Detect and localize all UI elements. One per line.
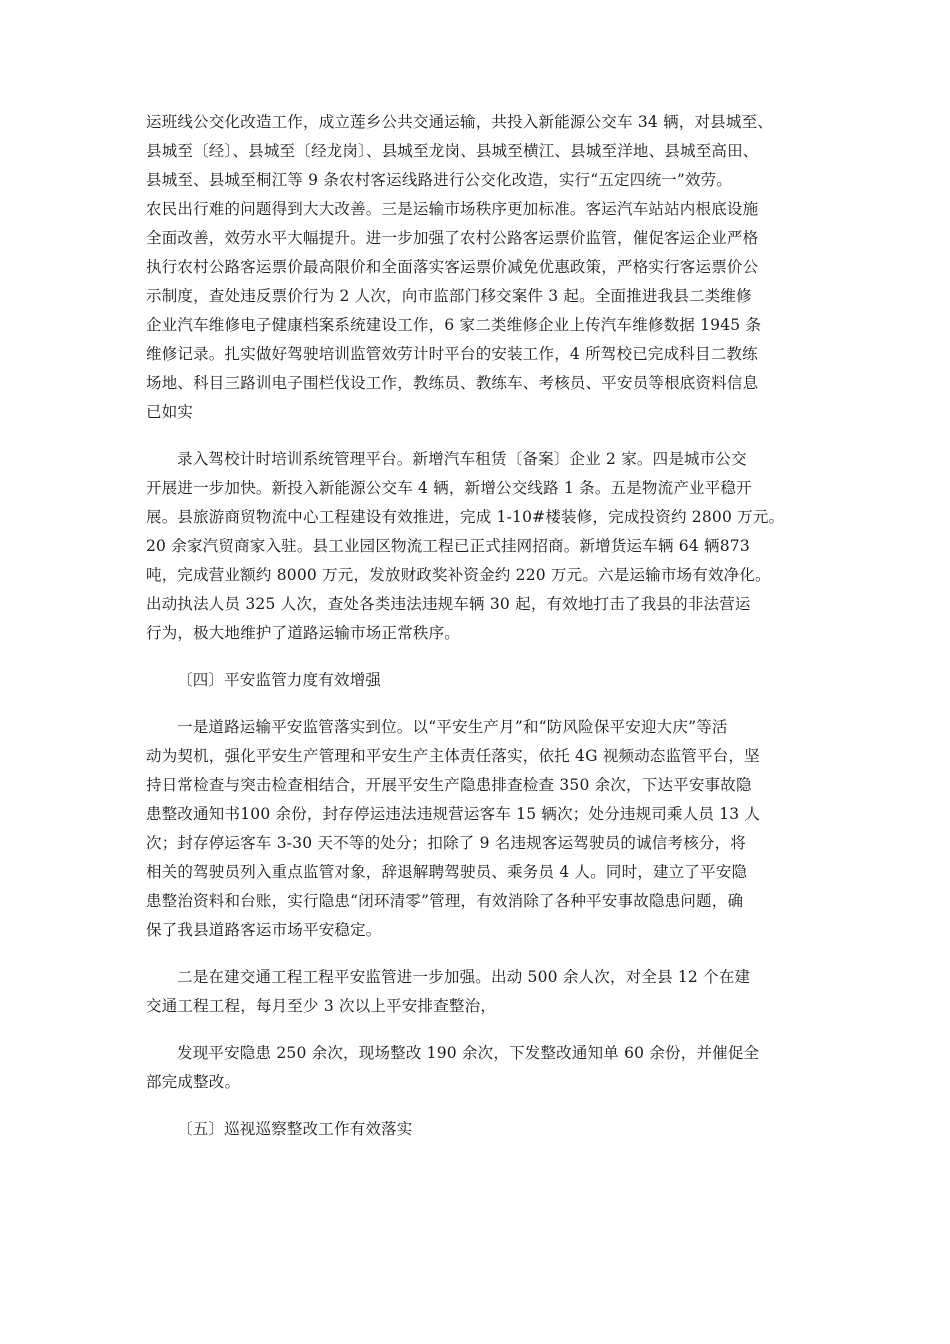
text-line: 已如实 — [146, 403, 194, 421]
text-line: 交通工程工程，每月至少 3 次以上平安排查整治， — [146, 997, 497, 1015]
text-line: 开展进一步加快。新投入新能源公交车 4 辆，新增公交线路 1 条。五是物流产业平稳开 — [146, 479, 752, 497]
text-line: 患整改通知书100 余份，封存停运违法违规营运客车 15 辆次；处分违规司乘人员 13 人 — [146, 805, 761, 823]
text-line: 县城至〔经〕、县城至〔经龙岗〕、县城至龙岗、县城至横江、县城至洋地、县城至高田、 — [146, 142, 759, 160]
text-line: 一是道路运输平安监管落实到位。以“平安生产月”和“防风险保平安迎大庆”等活 — [177, 718, 728, 736]
text-line: 场地、科目三路训电子围栏伐设工作，教练员、教练车、考核员、平安员等根底资料信息 — [146, 374, 759, 392]
text-line: 全面改善，效劳水平大幅提升。进一步加强了农村公路客运票价监管，催促客运企业严格 — [146, 229, 759, 247]
text-line: 县城至、县城至桐江等 9 条农村客运线路进行公交化改造，实行“五定四统一”效劳。 — [146, 171, 733, 189]
text-line: 部完成整改。 — [146, 1073, 241, 1091]
text-line: 相关的驾驶员列入重点监管对象，辞退解聘驾驶员、乘务员 4 人。同时，建立了平安隐 — [146, 863, 748, 881]
section-heading: 〔五〕巡视巡察整改工作有效落实 — [177, 1120, 413, 1138]
paragraph-construction-safety — [146, 963, 806, 1021]
text-line: 发现平安隐患 250 余次，现场整改 190 余次，下发整改通知单 60 余份，并催促全 — [177, 1044, 760, 1062]
paragraph-driving-school — [146, 445, 806, 648]
text-line: 吨，完成营业额约 8000 万元，发放财政奖补资金约 220 万元。六是运输市场有效净化。 — [146, 566, 771, 584]
text-line: 保了我县道路客运市场平安稳定。 — [146, 921, 382, 939]
document-page — [146, 108, 806, 1162]
text-line: 运班线公交化改造工作，成立莲乡公共交通运输，共投入新能源公交车 34 辆，对县城至、 — [146, 113, 773, 131]
text-line: 20 余家汽贸商家入驻。县工业园区物流工程已正式挂网招商。新增货运车辆 64 辆873 — [146, 537, 750, 555]
text-line: 农民出行难的问题得到大大改善。三是运输市场秩序更加标准。客运汽车站站内根底设施 — [146, 200, 759, 218]
text-line: 录入驾校计时培训系统管理平台。新增汽车租赁〔备案〕企业 2 家。四是城市公交 — [177, 450, 747, 468]
text-line: 示制度，查处违反票价行为 2 人次，向市监部门移交案件 3 起。全面推进我县二类维修 — [146, 287, 752, 305]
text-line: 执行农村公路客运票价最高限价和全面落实客运票价减免优惠政策，严格实行客运票价公 — [146, 258, 759, 276]
text-line: 企业汽车维修电子健康档案系统建设工作，6 家二类维修企业上传汽车维修数据 1945 条 — [146, 316, 762, 334]
paragraph-hazards — [146, 1039, 806, 1097]
text-line: 动为契机，强化平安生产管理和平安生产主体责任落实，依托 4G 视频动态监管平台，坚 — [146, 747, 760, 765]
text-line: 患整治资料和台账，实行隐患“闭环清零”管理，有效消除了各种平安事故隐患问题，确 — [146, 892, 744, 910]
paragraph-road-safety — [146, 713, 806, 945]
text-line: 行为，极大地维护了道路运输市场正常秩序。 — [146, 624, 461, 642]
section-heading-inspection — [146, 1115, 806, 1144]
text-line: 次；封存停运客车 3-30 天不等的处分；扣除了 9 名违规客运驾驶员的诚信考核分，将 — [146, 834, 746, 852]
section-heading: 〔四〕平安监管力度有效增强 — [177, 671, 382, 689]
text-line: 展。县旅游商贸物流中心工程建设有效推进，完成 1-10#楼装修，完成投资约 2800 万元。 — [146, 508, 785, 526]
section-heading-safety — [146, 666, 806, 695]
text-line: 二是在建交通工程工程平安监管进一步加强。出动 500 余人次，对全县 12 个在建 — [177, 968, 751, 986]
paragraph-transport-reform — [146, 108, 806, 427]
text-line: 出动执法人员 325 人次，查处各类违法违规车辆 30 起，有效地打击了我县的非法营运 — [146, 595, 751, 613]
text-line: 维修记录。扎实做好驾驶培训监管效劳计时平台的安装工作，4 所驾校已完成科目二教练 — [146, 345, 758, 363]
text-line: 持日常检查与突击检查相结合，开展平安生产隐患排查检查 350 余次，下达平安事故隐 — [146, 776, 752, 794]
